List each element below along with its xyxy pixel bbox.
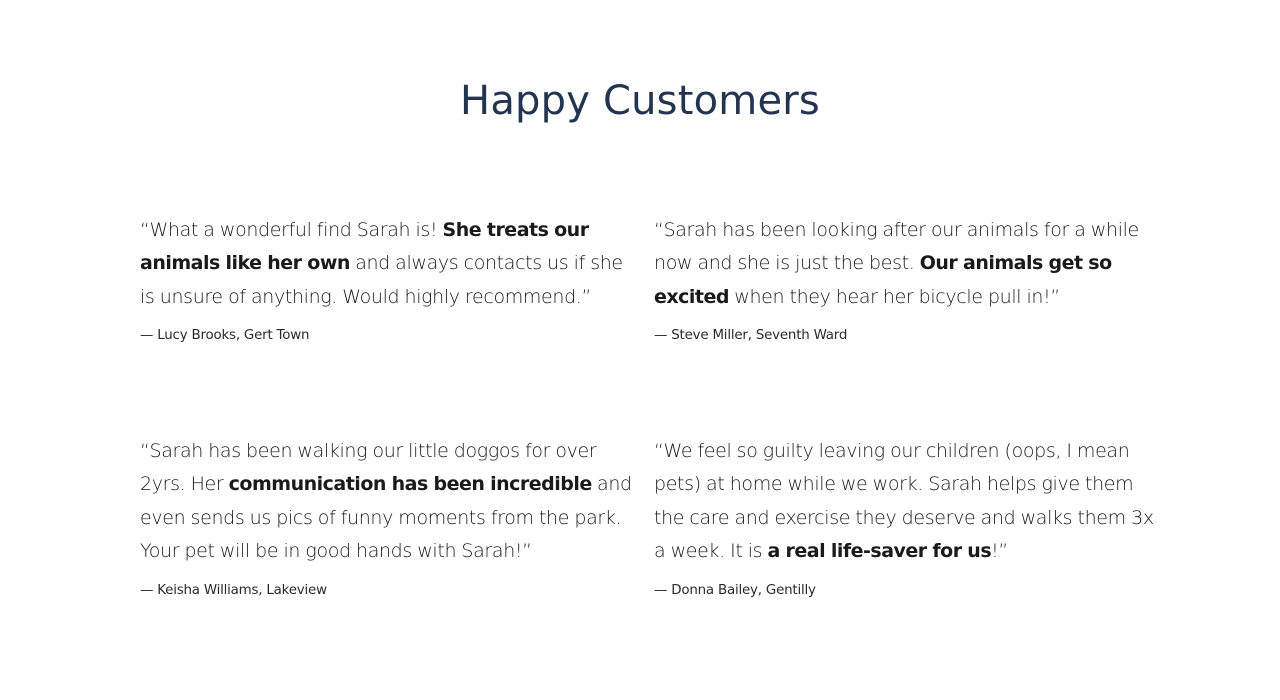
testimonial-author: — Lucy Brooks, Gert Town	[140, 328, 310, 344]
testimonial-quote	[654, 435, 1154, 569]
quote-highlight: a real life-saver for us	[767, 540, 992, 563]
quote-text: and even sends us pics of funny moments from the park. Your pet will be in good hands with Sarah!”	[140, 473, 632, 563]
quote-highlight: communication has been incredible	[228, 473, 592, 496]
section-heading: Happy Customers	[460, 78, 820, 124]
quote-text: when they hear her bicycle pull in!”	[729, 285, 1060, 308]
testimonial-quote	[140, 214, 635, 314]
quote-text: “Sarah has been walking our little doggos for over 2yrs. Her	[140, 440, 597, 496]
testimonial-quote	[654, 214, 1154, 314]
quote-text: “We feel so guilty leaving our children (oops, I mean pets) at home while we work. Sarah helps give them the care and exercise they deserve and walks them 3x a week. It is	[654, 440, 1154, 563]
testimonial-card	[654, 214, 1149, 346]
quote-text: !”	[991, 540, 1008, 563]
testimonial-card	[140, 214, 635, 346]
quote-highlight: Our animals get so excited	[654, 252, 1112, 308]
testimonial-author: — Keisha Williams, Lakeview	[140, 582, 327, 598]
quote-text: “Sarah has been looking after our animals for a while now and she is just the best.	[654, 219, 1139, 275]
quote-text: “What a wonderful find Sarah is!	[140, 219, 443, 241]
quote-text: and always contacts us if she is unsure of anything. Would highly recommend.”	[140, 252, 623, 308]
testimonial-author: — Steve Miller, Seventh Ward	[654, 328, 848, 344]
testimonial-card	[140, 435, 635, 601]
testimonial-card	[654, 435, 1154, 601]
testimonial-quote	[140, 435, 635, 569]
testimonial-author: — Donna Bailey, Gentilly	[654, 582, 816, 598]
quote-highlight: She treats our animals like her own	[140, 219, 589, 275]
